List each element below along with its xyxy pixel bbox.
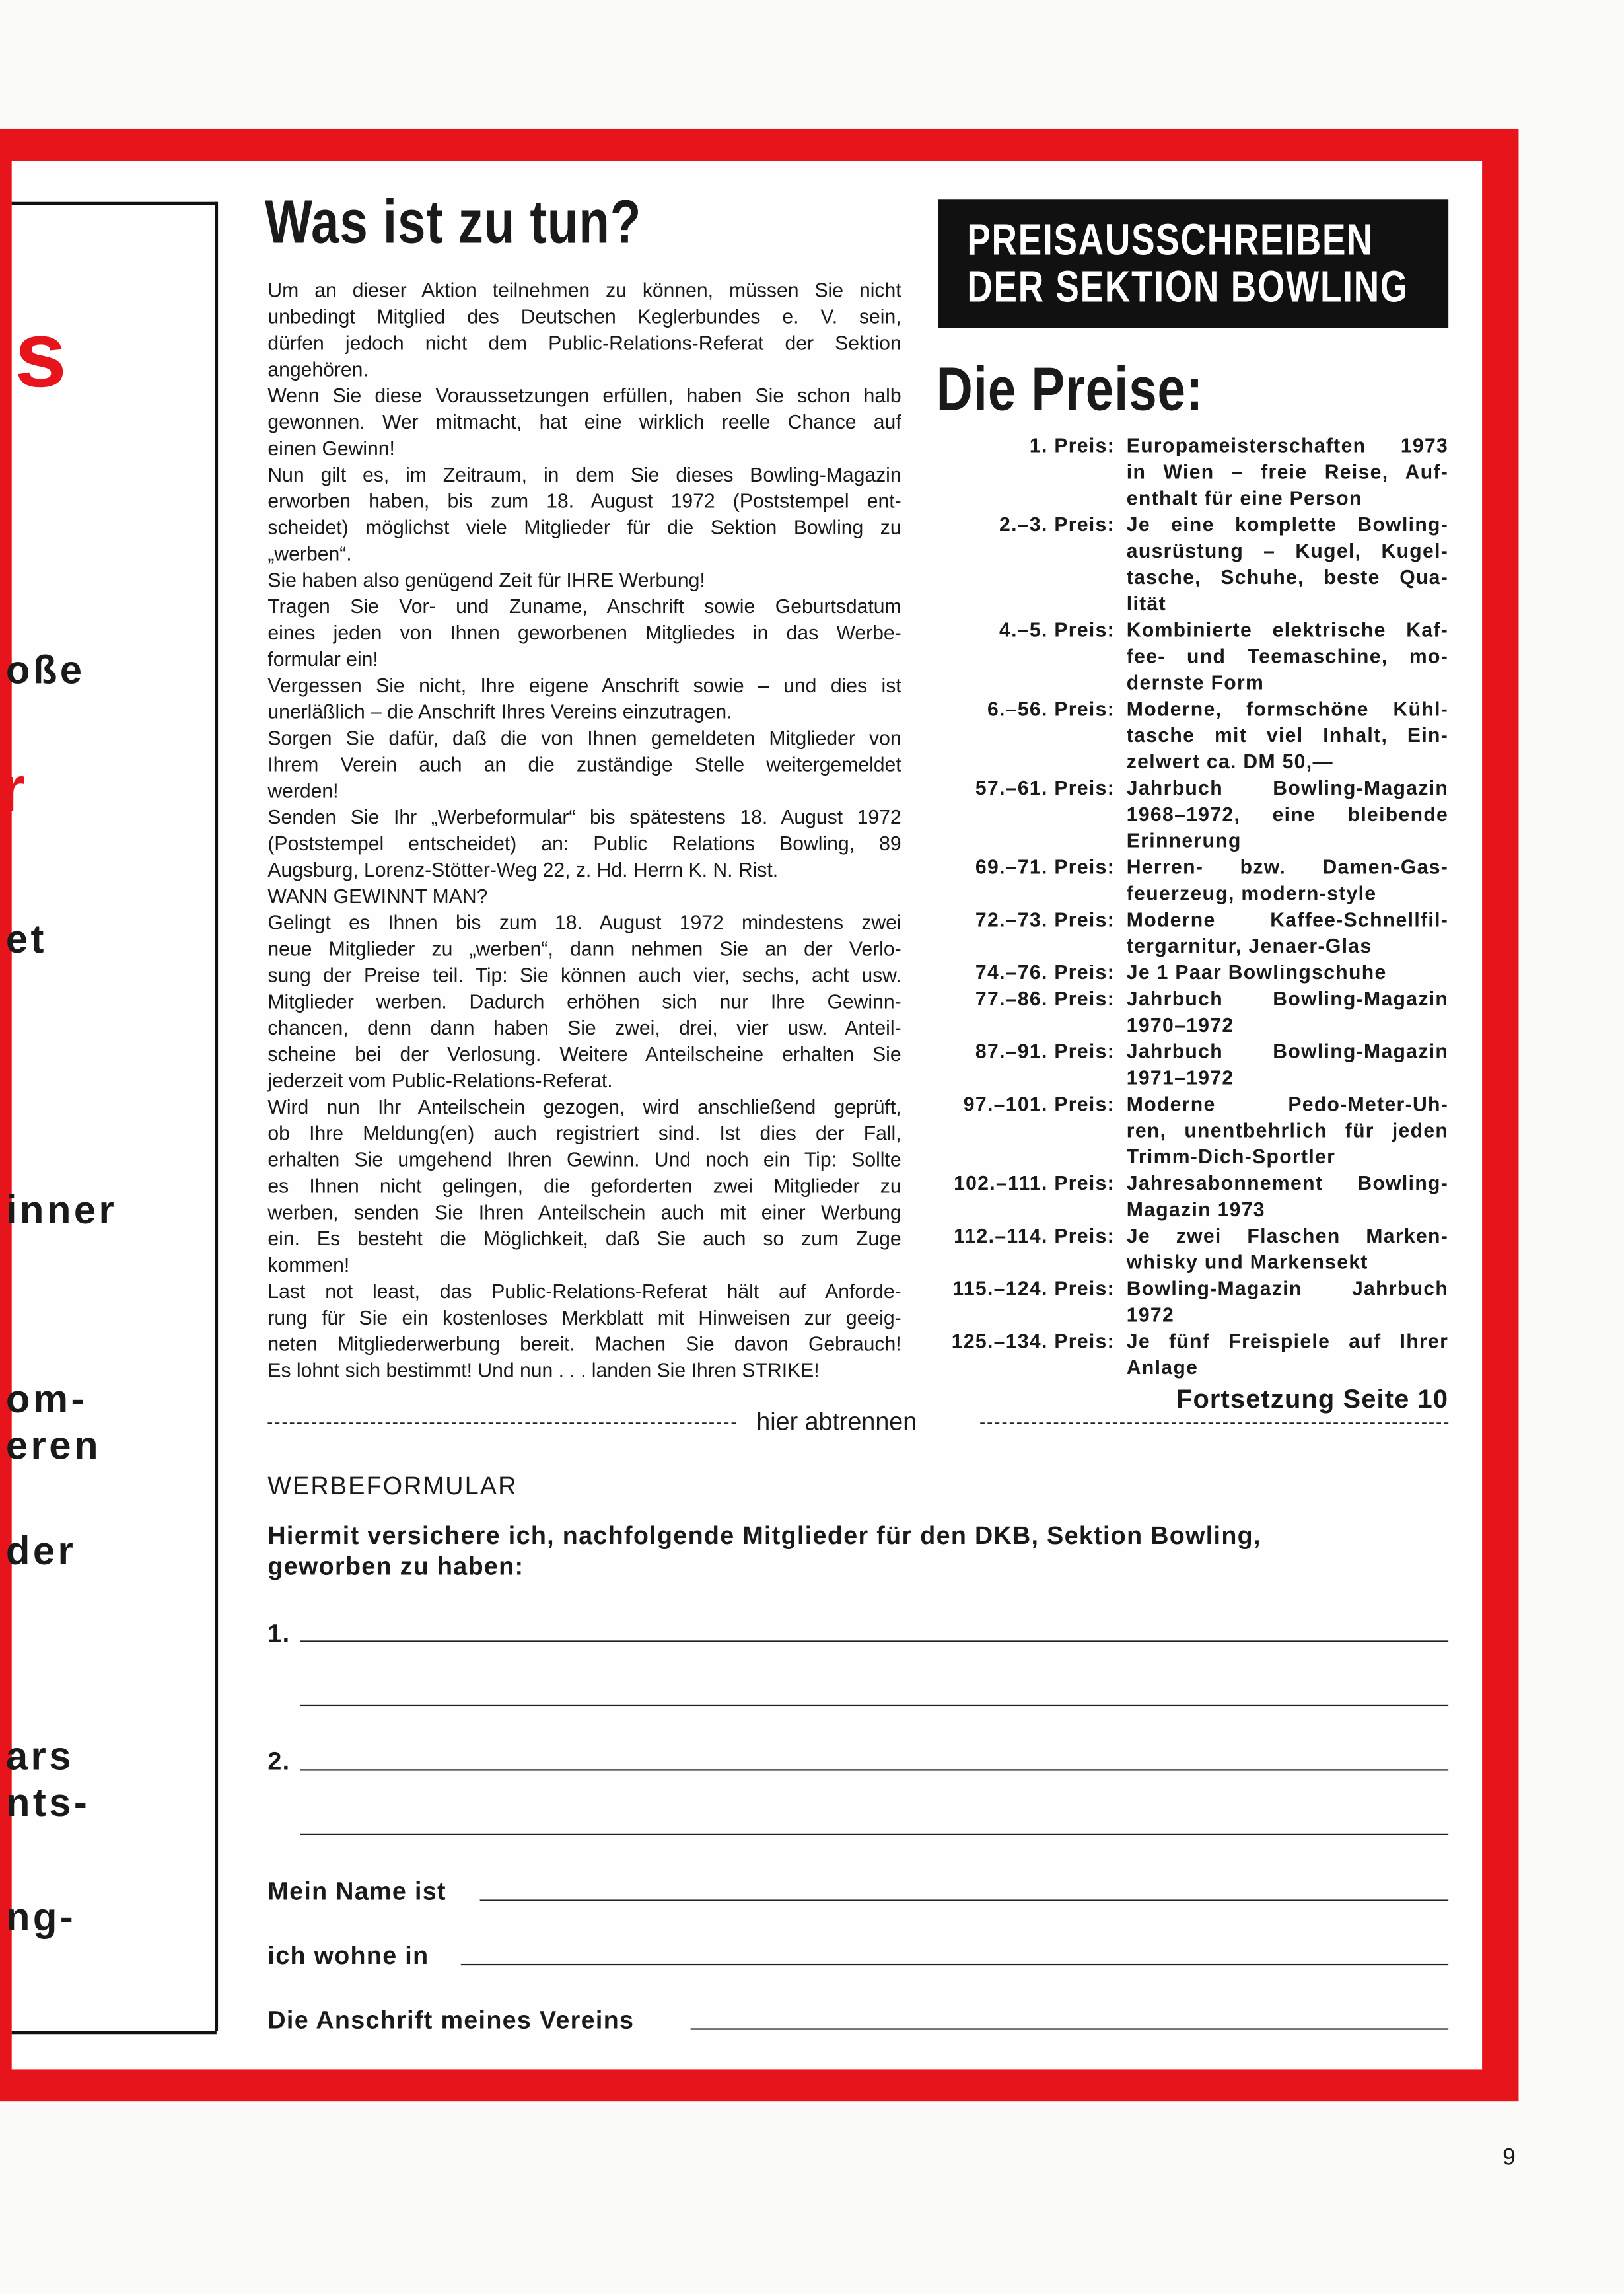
prize-description xyxy=(1127,776,1448,855)
prize-description-line: enthalt für eine Person xyxy=(1126,487,1362,509)
prize-description-line: in Wien – freie Reise, Auf- xyxy=(1126,460,1449,484)
text-line: Ihrem Verein auch an die zuständige Stelle weitergemeldet xyxy=(267,753,901,776)
form-intro-line1: Hiermit versichere ich, nachfolgende Mitglieder für den DKB, Sektion Bowling, xyxy=(267,1521,1261,1550)
text-line: angehören. xyxy=(267,358,369,381)
prize-rank: 125.–134. Preis: xyxy=(951,1330,1115,1352)
article-paragraph xyxy=(267,1095,901,1279)
prize-description-line: Je zwei Flaschen Marken- xyxy=(1126,1225,1449,1247)
left-column-fragment: der xyxy=(5,1529,77,1574)
prizes-title: Die Preise: xyxy=(936,354,1204,423)
left-column-fragment: et xyxy=(5,917,47,962)
text-line: Last not least, das Public-Relations-Referat hält auf Anforde- xyxy=(267,1280,901,1303)
cut-line-right xyxy=(980,1422,1448,1424)
prize-description-line: Moderne, formschöne Kühl- xyxy=(1126,698,1449,720)
prize-rank: 2.–3. Preis: xyxy=(999,513,1115,536)
left-column-fragment: oße xyxy=(5,648,85,692)
prize-description-line: feuerzeug, modern-style xyxy=(1126,882,1377,905)
text-line: „werben“. xyxy=(267,542,352,565)
prize-description-line: ausrüstung – Kugel, Kugel- xyxy=(1126,540,1449,562)
name-field[interactable] xyxy=(480,1899,1449,1901)
text-line: Gelingt es Ihnen bis zum 18. August 1972 mindestens zwei xyxy=(267,912,901,934)
article-paragraph xyxy=(267,594,901,673)
text-line: unbedingt Mitglied des Deutschen Keglerbundes e. V. sein, xyxy=(267,305,901,328)
contest-header-line1: PREISAUSSCHREIBEN xyxy=(967,216,1374,265)
article-paragraph xyxy=(267,673,901,726)
prize-description-line: dernste Form xyxy=(1126,671,1265,694)
left-column-fragment: s xyxy=(15,301,67,407)
prize-description-line: Je eine komplette Bowling- xyxy=(1126,513,1449,536)
prize-item xyxy=(936,618,1448,697)
member-2-label: 2. xyxy=(267,1747,291,1776)
text-line: formular ein! xyxy=(267,648,378,671)
prize-item xyxy=(936,512,1448,618)
text-line: kommen! xyxy=(267,1254,350,1276)
text-line: ein. Es besteht die Möglichkeit, daß Sie auch so zum Zuge xyxy=(267,1227,901,1250)
prize-item xyxy=(936,855,1448,908)
prize-rank: 102.–111. Preis: xyxy=(954,1172,1115,1194)
prize-rank: 72.–73. Preis: xyxy=(975,908,1115,931)
text-line: Sie haben also genügend Zeit für IHRE Werbung! xyxy=(267,569,705,591)
text-line: neten Mitgliederwerbung bereit. Machen Sie davon Gebrauch! xyxy=(267,1333,901,1356)
text-line: Senden Sie Ihr „Werbeformular“ bis spätestens 18. August 1972 xyxy=(267,806,901,828)
left-column-fragment: ng- xyxy=(5,1895,77,1940)
prize-item xyxy=(936,1329,1448,1381)
form-intro-line2: geworben zu haben: xyxy=(267,1552,524,1581)
text-line: scheine bei der Verlosung. Weitere Anteilscheine erhalten Sie xyxy=(267,1043,901,1066)
text-line: es Ihnen nicht gelingen, die geforderten zwei Mitglieder zu xyxy=(267,1175,901,1198)
prize-description-line: Herren- bzw. Damen-Gas- xyxy=(1126,856,1449,879)
address-field[interactable] xyxy=(461,1964,1448,1965)
member-2-field[interactable] xyxy=(300,1769,1448,1770)
prize-description-line: ren, unentbehrlich für jeden xyxy=(1126,1119,1449,1142)
prize-item xyxy=(936,1092,1448,1171)
left-column-border-top xyxy=(12,202,217,204)
prize-item xyxy=(936,1171,1448,1223)
text-line: scheidet) möglichst viele Mitglieder für die Sektion Bowling zu xyxy=(267,517,901,539)
left-column-fragment: eren xyxy=(5,1424,101,1468)
text-line: erhalten Sie umgehend Ihren Gewinn. Und noch ein Tip: Sollte xyxy=(267,1149,901,1171)
text-line: Wenn Sie diese Voraussetzungen erfüllen, haben Sie schon halb xyxy=(267,384,901,407)
left-column-fragment: ars xyxy=(5,1734,74,1778)
prize-description xyxy=(1127,1223,1448,1276)
left-column-fragment: nts- xyxy=(5,1781,90,1825)
article-paragraph xyxy=(267,1279,901,1385)
prize-description-line: whisky und Markensekt xyxy=(1126,1251,1368,1274)
prize-item xyxy=(936,960,1448,986)
prize-description-line: fee- und Teemaschine, mo- xyxy=(1126,645,1449,668)
contest-header-line2: DER SEKTION BOWLING xyxy=(967,263,1409,312)
prize-rank: 6.–56. Preis: xyxy=(987,698,1115,720)
prize-description xyxy=(1127,512,1448,618)
prize-description-line: 1968–1972, eine bleibende xyxy=(1126,803,1449,826)
text-line: Augsburg, Lorenz-Stötter-Weg 22, z. Hd. Herrn K. N. Rist. xyxy=(267,859,779,881)
prize-item xyxy=(936,1223,1448,1276)
article-paragraph xyxy=(267,568,901,595)
prize-list xyxy=(936,433,1448,1382)
prize-description-line: lität xyxy=(1126,593,1166,615)
member-1-field[interactable] xyxy=(300,1640,1448,1642)
article-paragraph xyxy=(267,726,901,805)
left-column-fragment: inner xyxy=(5,1188,118,1233)
text-line: eines jeden von Ihnen geworbenen Mitgliedes in das Werbe- xyxy=(267,622,901,644)
prize-rank: 77.–86. Preis: xyxy=(975,988,1115,1010)
prize-item xyxy=(936,433,1448,513)
text-line: erworben haben, bis zum 18. August 1972 (Poststempel ent- xyxy=(267,490,901,513)
prize-description xyxy=(1127,855,1448,908)
text-line: Es lohnt sich bestimmt! Und nun . . . landen Sie Ihren STRIKE! xyxy=(267,1360,820,1382)
prize-description xyxy=(1127,433,1448,513)
prize-description xyxy=(1127,1039,1448,1092)
prize-description-line: Jahresabonnement Bowling- xyxy=(1126,1172,1449,1194)
prize-description-line: Jahrbuch Bowling-Magazin xyxy=(1126,988,1449,1010)
text-line: WANN GEWINNT MAN? xyxy=(267,885,488,908)
prize-rank: 74.–76. Preis: xyxy=(975,961,1115,984)
prize-rank: 69.–71. Preis: xyxy=(975,856,1115,879)
prize-item xyxy=(936,1276,1448,1329)
prize-description-line: Erinnerung xyxy=(1126,830,1242,852)
prize-description xyxy=(1127,1276,1448,1329)
prize-item xyxy=(936,696,1448,776)
text-line: einen Gewinn! xyxy=(267,437,395,460)
prize-description-line: Kombinierte elektrische Kaf- xyxy=(1126,619,1449,641)
text-line: Nun gilt es, im Zeitraum, in dem Sie dieses Bowling-Magazin xyxy=(267,464,901,486)
text-line: jederzeit vom Public-Relations-Referat. xyxy=(267,1070,613,1092)
prize-description-line: 1970–1972 xyxy=(1126,1014,1234,1037)
prize-rank: 1. Preis: xyxy=(1029,434,1115,457)
prize-description xyxy=(1127,1171,1448,1223)
prize-description-line: Moderne Kaffee-Schnellfil- xyxy=(1126,908,1449,931)
prize-description-line: Anlage xyxy=(1126,1356,1199,1379)
text-line: Mitglieder werben. Dadurch erhöhen sich nur Ihre Gewinn- xyxy=(267,990,901,1013)
text-line: Um an dieser Aktion teilnehmen zu können, müssen Sie nicht xyxy=(267,279,901,302)
prize-item xyxy=(936,907,1448,960)
text-line: Tragen Sie Vor- und Zuname, Anschrift sowie Geburtsdatum xyxy=(267,595,901,618)
article-title: Was ist zu tun? xyxy=(264,187,642,256)
text-line: Vergessen Sie nicht, Ihre eigene Anschrift sowie – und dies ist xyxy=(267,674,901,697)
prize-description-line: tasche mit viel Inhalt, Ein- xyxy=(1126,724,1449,747)
text-line: werden! xyxy=(267,780,339,802)
prize-rank: 112.–114. Preis: xyxy=(954,1225,1115,1247)
prize-description-line: Je 1 Paar Bowlingschuhe xyxy=(1126,961,1387,984)
prize-description xyxy=(1127,1092,1448,1171)
prize-description-line: Moderne Pedo-Meter-Uh- xyxy=(1126,1093,1449,1116)
club-address-field[interactable] xyxy=(691,2028,1449,2029)
prize-description xyxy=(1127,696,1448,776)
page-number: 9 xyxy=(1502,2145,1516,2171)
prize-description-line: tasche, Schuhe, beste Qua- xyxy=(1126,566,1449,589)
left-column-fragment: r xyxy=(0,753,28,826)
member-2-field-line2[interactable] xyxy=(300,1834,1448,1835)
prize-description-line: 1971–1972 xyxy=(1126,1066,1234,1089)
article-paragraph xyxy=(267,278,901,384)
prize-description-line: tergarnitur, Jenaer-Glas xyxy=(1126,935,1372,957)
article-paragraph xyxy=(267,884,901,910)
text-line: rung für Sie ein kostenloses Merkblatt mit Hinweisen zur geeig- xyxy=(267,1307,901,1329)
prize-description xyxy=(1127,986,1448,1039)
prize-rank: 115.–124. Preis: xyxy=(952,1277,1115,1300)
prize-description xyxy=(1127,907,1448,960)
contest-header-box xyxy=(938,199,1448,328)
text-line: dürfen jedoch nicht dem Public-Relations-Referat der Sektion xyxy=(267,332,901,355)
prize-item xyxy=(936,1039,1448,1092)
prize-rank: 4.–5. Preis: xyxy=(999,619,1115,641)
article-paragraph xyxy=(267,383,901,462)
address-label: ich wohne in xyxy=(267,1942,429,1970)
prize-description-line: Bowling-Magazin Jahrbuch xyxy=(1126,1277,1449,1300)
prize-description xyxy=(1127,1329,1448,1381)
prize-item xyxy=(936,986,1448,1039)
prize-description-line: Jahrbuch Bowling-Magazin xyxy=(1126,777,1449,799)
text-line: ob Ihre Meldung(en) auch registriert sind. Ist dies der Fall, xyxy=(267,1122,901,1145)
prize-item xyxy=(936,776,1448,855)
form-title: WERBEFORMULAR xyxy=(267,1472,518,1500)
member-1-field-line2[interactable] xyxy=(300,1705,1448,1706)
text-line: Wird nun Ihr Anteilschein gezogen, wird anschließend geprüft, xyxy=(267,1096,901,1118)
prize-description-line: Je fünf Freispiele auf Ihrer xyxy=(1126,1330,1449,1352)
article-body xyxy=(267,278,901,1385)
continued-note: Fortsetzung Seite 10 xyxy=(1176,1384,1449,1414)
left-column-border-bottom xyxy=(12,2031,217,2033)
prize-rank: 57.–61. Preis: xyxy=(975,777,1115,799)
club-address-label: Die Anschrift meines Vereins xyxy=(267,2006,635,2035)
prize-description-line: Trimm-Dich-Sportler xyxy=(1126,1146,1336,1168)
text-line: sung der Preise teil. Tip: Sie können auch vier, sechs, acht usw. xyxy=(267,964,901,987)
left-column-border-right xyxy=(215,202,217,2031)
text-line: neue Mitglieder zu „werben“, dann nehmen Sie an der Verlo- xyxy=(267,938,901,961)
prize-description-line: Jahrbuch Bowling-Magazin xyxy=(1126,1040,1449,1063)
prize-description-line: Europameisterschaften 1973 xyxy=(1126,434,1449,457)
cut-label: hier abtrennen xyxy=(756,1408,917,1436)
article-paragraph xyxy=(267,910,901,1095)
text-line: werben, senden Sie Ihren Anteilschein auch mit einer Werbung xyxy=(267,1201,901,1223)
article-paragraph xyxy=(267,805,901,884)
name-label: Mein Name ist xyxy=(267,1877,446,1906)
prize-rank: 97.–101. Preis: xyxy=(963,1093,1115,1116)
article-paragraph xyxy=(267,462,901,568)
text-line: unerläßlich – die Anschrift Ihres Vereins einzutragen. xyxy=(267,701,732,723)
prize-description-line: 1972 xyxy=(1126,1303,1175,1327)
member-1-label: 1. xyxy=(267,1620,291,1648)
prize-description xyxy=(1127,960,1448,986)
text-line: (Poststempel entscheidet) an: Public Relations Bowling, 89 xyxy=(267,832,901,855)
prize-rank: 87.–91. Preis: xyxy=(975,1040,1115,1063)
left-column-fragment: om- xyxy=(5,1377,87,1422)
text-line: gewonnen. Wer mitmacht, hat eine wirklich reelle Chance auf xyxy=(267,411,901,433)
text-line: Sorgen Sie dafür, daß die von Ihnen gemeldeten Mitglieder von xyxy=(267,727,901,750)
prize-description-line: Magazin 1973 xyxy=(1126,1198,1265,1221)
cut-line-left xyxy=(267,1422,736,1424)
prize-description-line: zelwert ca. DM 50,— xyxy=(1126,750,1333,773)
prize-description xyxy=(1127,618,1448,697)
text-line: chancen, denn dann haben Sie zwei, drei, vier usw. Anteil- xyxy=(267,1017,901,1039)
